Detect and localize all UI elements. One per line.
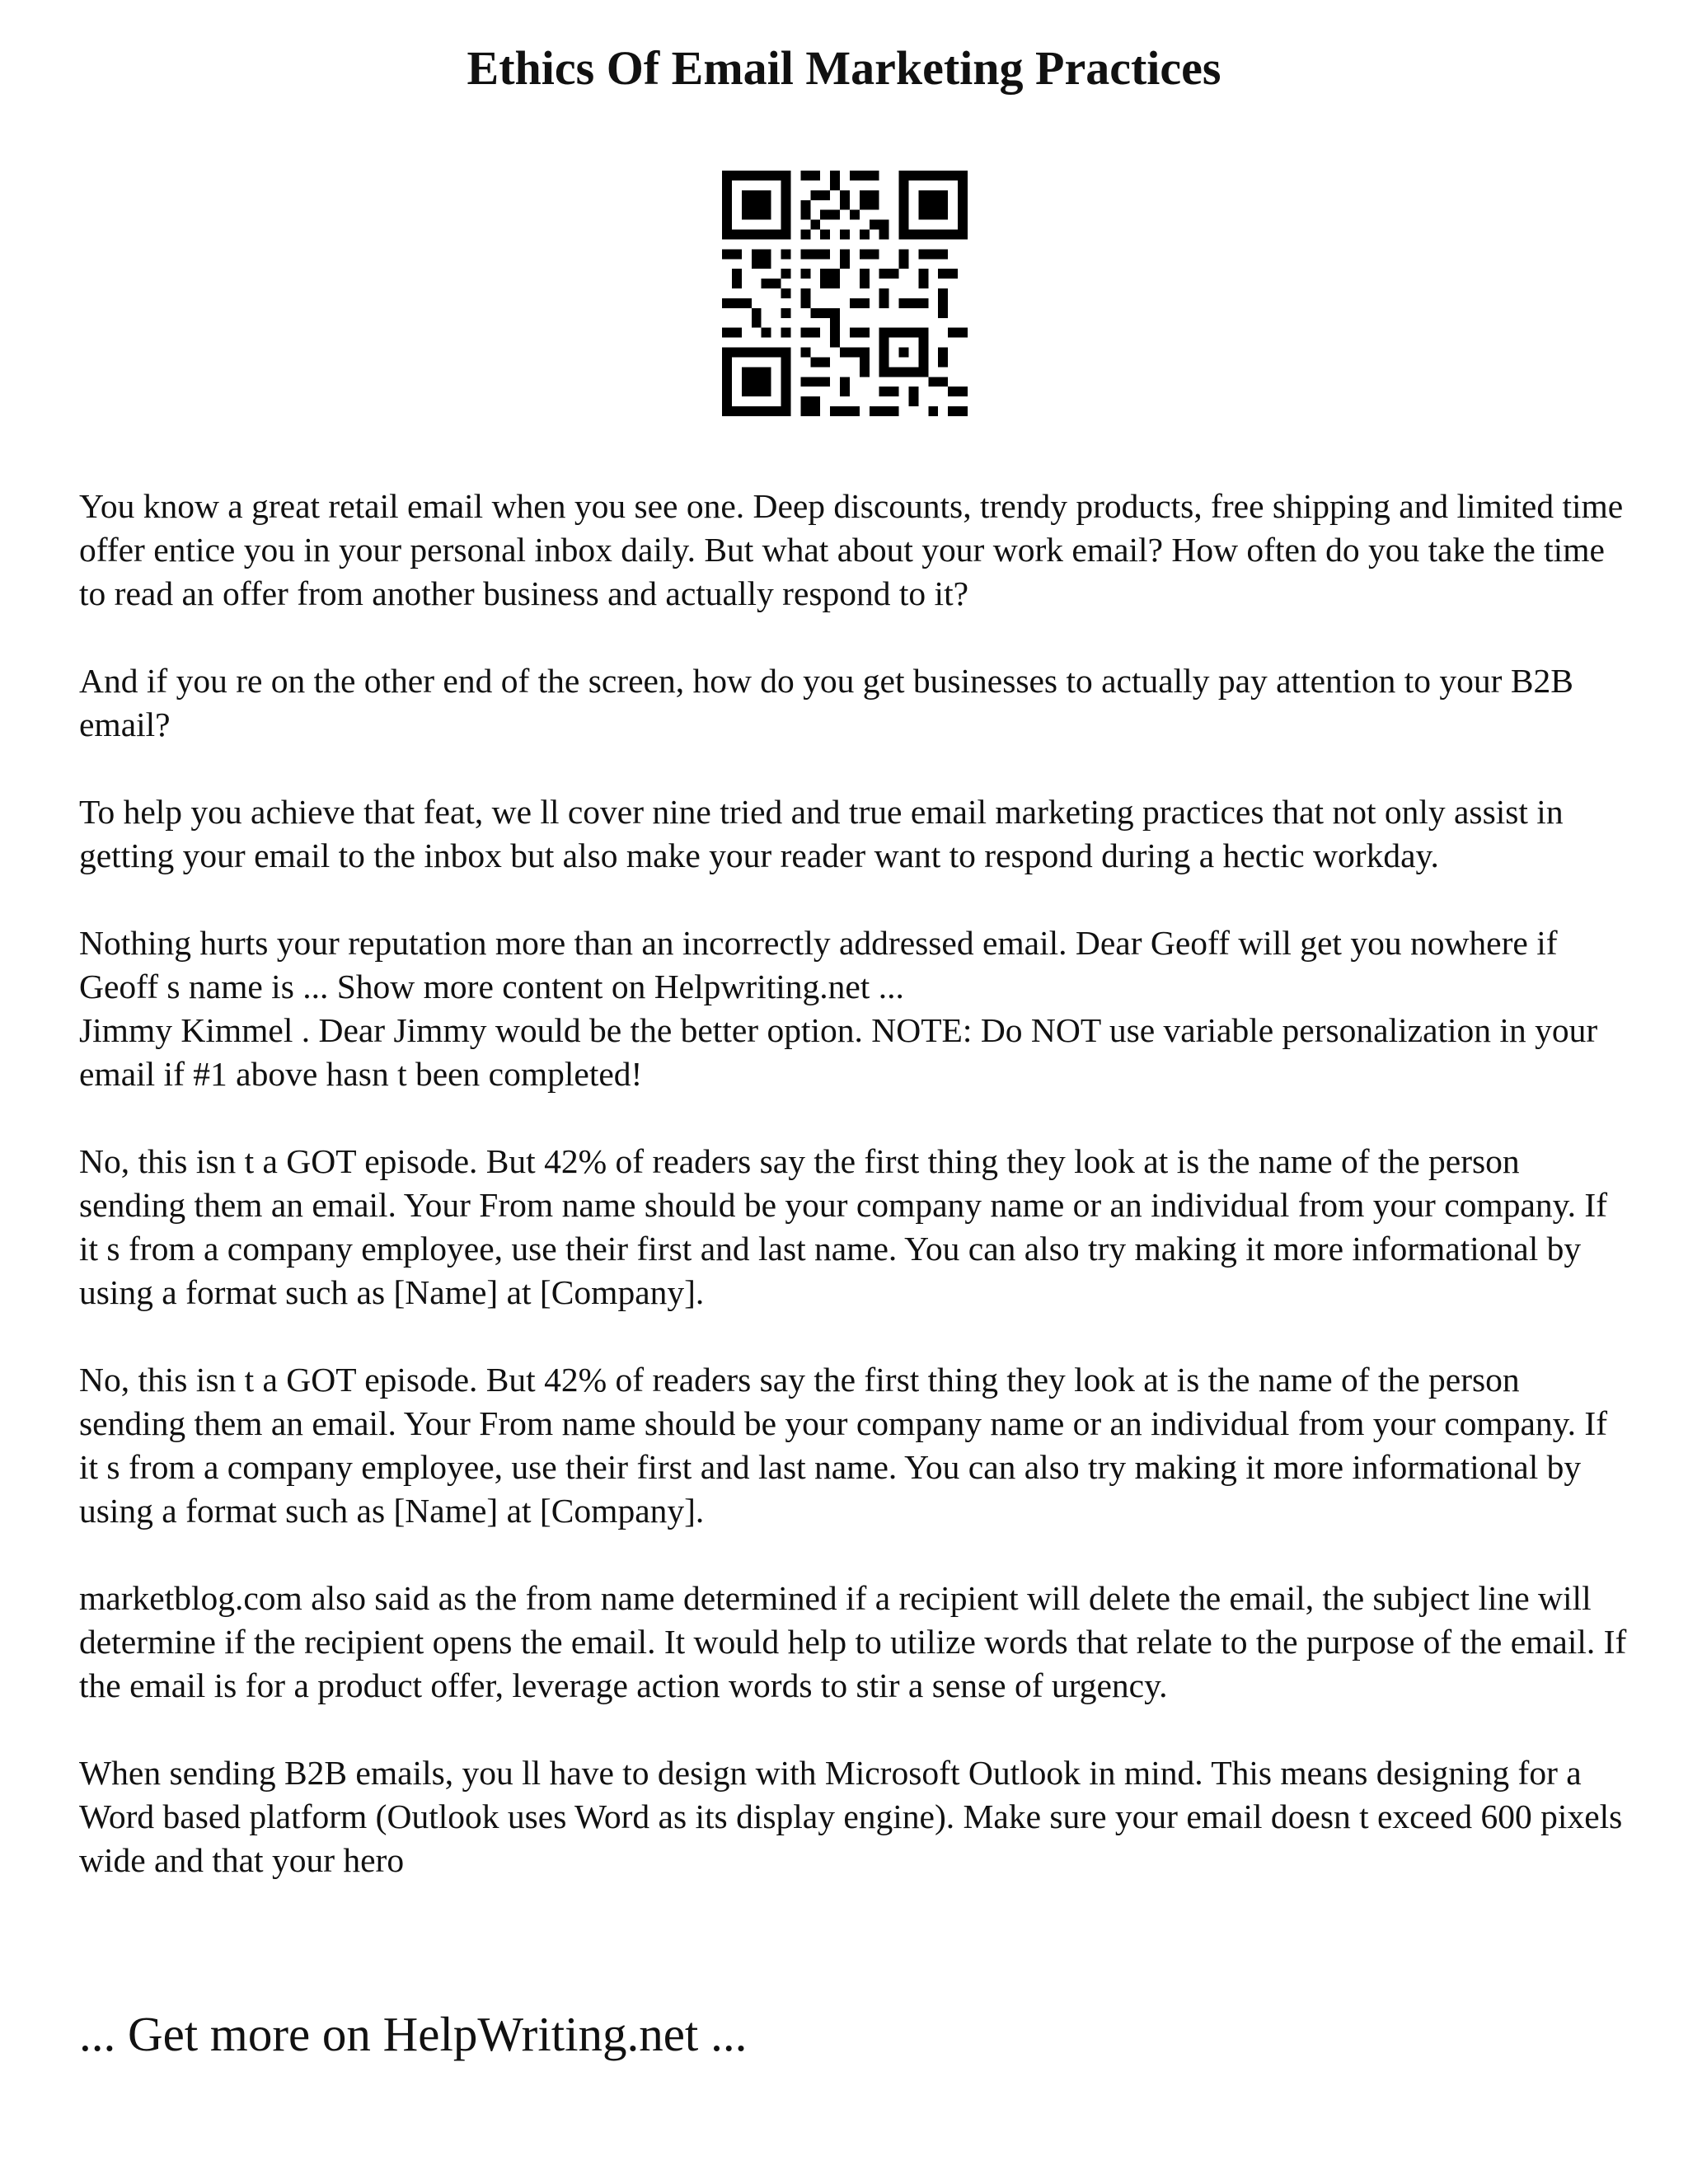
paragraph: Nothing hurts your reputation more than an incorrectly addressed email. Dear Geoff will get you nowhere if Geoff s name is ... Show more content on Helpwriting.net ... bbox=[79, 924, 1558, 1005]
paragraph: And if you re on the other end of the screen, how do you get businesses to actually pay attention to your B2B email? bbox=[79, 662, 1573, 743]
paragraph: Jimmy Kimmel . Dear Jimmy would be the better option. NOTE: Do NOT use variable personalization in your email if #1 above hasn t been completed! bbox=[79, 1011, 1598, 1093]
paragraph: marketblog.com also said as the from name determined if a recipient will delete the email, the subject line will determine if the recipient opens the email. It would help to utilize words that relate to the purpose of the email. If the email is for a product offer, leverage action words to stir a sense of urgency. bbox=[79, 1579, 1627, 1704]
paragraph: To help you achieve that feat, we ll cover nine tried and true email marketing practices that not only assist in getting your email to the inbox but also make your reader want to respond during a hectic workday. bbox=[79, 793, 1564, 874]
paragraph: When sending B2B emails, you ll have to design with Microsoft Outlook in mind. This means designing for a Word based platform (Outlook uses Word as its display engine). Make sure your email doesn t exceed 600 pixels wide and that your hero bbox=[79, 1754, 1623, 1879]
article-body bbox=[79, 485, 1629, 1926]
page-title: Ethics Of Email Marketing Practices bbox=[467, 41, 1221, 95]
paragraph: No, this isn t a GOT episode. But 42% of readers say the first thing they look at is the name of the person sending them an email. Your From name should be your company name or an individual from your company. If it s from a company employee, use their first and last name. You can also try making it more informational by using a format such as [Name] at [Company]. bbox=[79, 1142, 1608, 1311]
get-more-link[interactable]: ... Get more on HelpWriting.net ... bbox=[79, 2007, 748, 2061]
qr-code-icon bbox=[722, 171, 968, 416]
paragraph: No, this isn t a GOT episode. But 42% of readers say the first thing they look at is the name of the person sending them an email. Your From name should be your company name or an individual from your company. If it s from a company employee, use their first and last name. You can also try making it more informational by using a format such as [Name] at [Company]. bbox=[79, 1361, 1608, 1530]
paragraph: You know a great retail email when you see one. Deep discounts, trendy products, free shipping and limited time offer entice you in your personal inbox daily. But what about your work email? How often do you take the time to read an offer from another business and actually respond to it? bbox=[79, 487, 1624, 612]
